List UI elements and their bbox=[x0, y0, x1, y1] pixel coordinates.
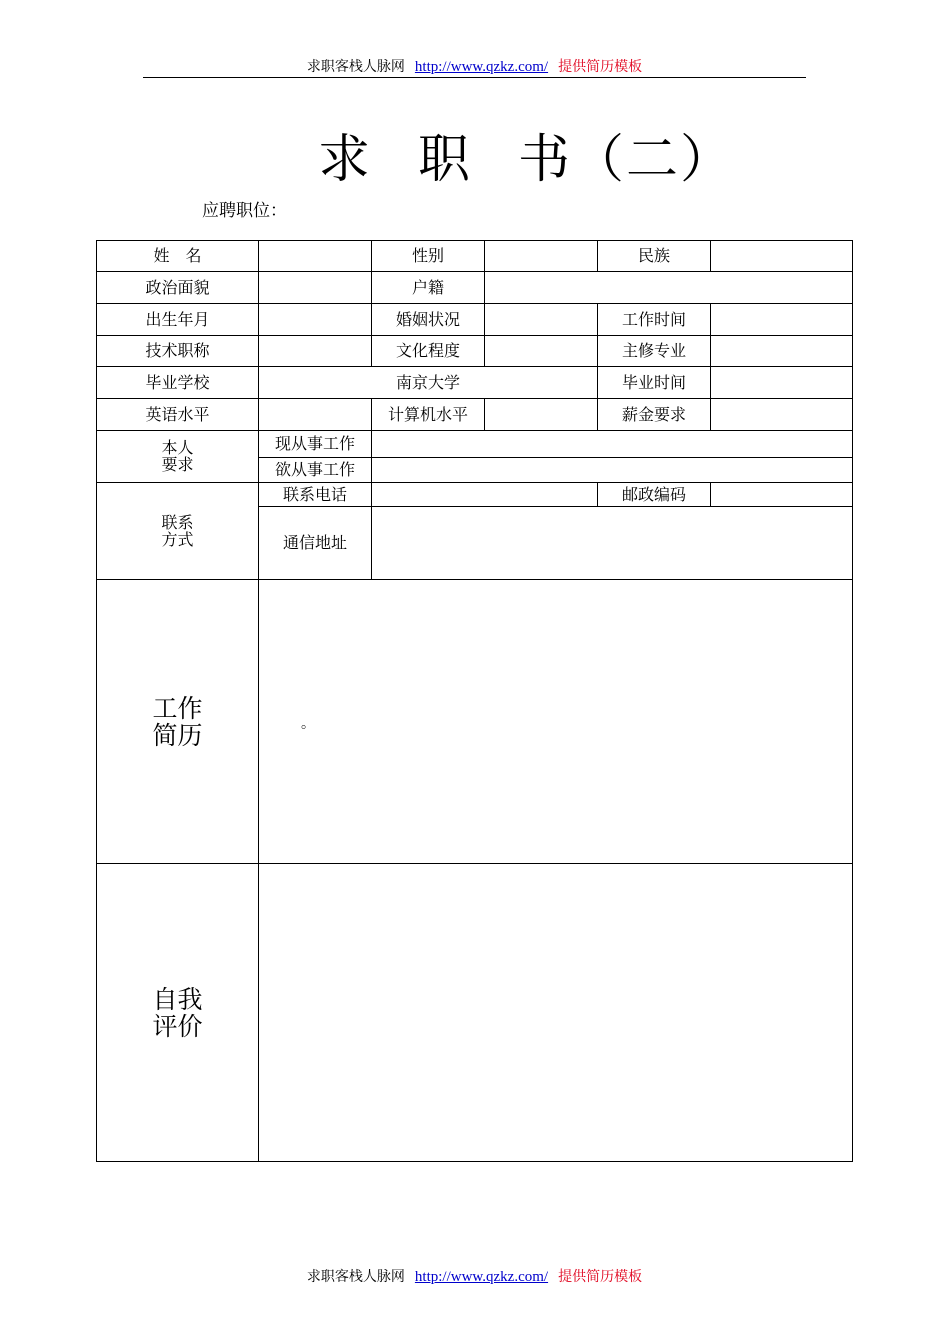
ethnicity-value[interactable] bbox=[711, 241, 853, 272]
footer-site-name: 求职客栈人脉网 bbox=[306, 1269, 405, 1285]
ethnicity-label: 民族 bbox=[598, 241, 711, 272]
title-char-1: 求 bbox=[318, 130, 373, 190]
resume-value[interactable] bbox=[259, 580, 853, 864]
resume-label bbox=[97, 580, 259, 864]
self-eval-label bbox=[97, 864, 259, 1162]
contact-label bbox=[97, 483, 259, 580]
phone-label: 联系电话 bbox=[259, 483, 372, 507]
education-label: 文化程度 bbox=[372, 336, 485, 367]
computer-label: 计算机水平 bbox=[372, 399, 485, 431]
contact-label-line1: 联系 bbox=[161, 512, 194, 532]
major-value[interactable] bbox=[711, 336, 853, 367]
resume-label-line1: 工作 bbox=[152, 693, 203, 723]
site-link[interactable]: http://www.qzkz.com/ bbox=[414, 59, 549, 75]
school-label: 毕业学校 bbox=[97, 367, 259, 399]
salary-value[interactable] bbox=[711, 399, 853, 431]
header-rule bbox=[143, 77, 806, 78]
education-value[interactable] bbox=[485, 336, 598, 367]
salary-label: 薪金要求 bbox=[598, 399, 711, 431]
grad-time-value[interactable] bbox=[711, 367, 853, 399]
hukou-label: 户籍 bbox=[372, 272, 485, 304]
hukou-value[interactable] bbox=[485, 272, 853, 304]
contact-label-line2: 方式 bbox=[161, 529, 194, 549]
self-eval-label-line2: 评价 bbox=[152, 1011, 203, 1041]
self-eval-value[interactable] bbox=[259, 864, 853, 1162]
political-value[interactable] bbox=[259, 272, 372, 304]
current-job-label: 现从事工作 bbox=[259, 431, 372, 458]
self-eval-label-line1: 自我 bbox=[152, 984, 203, 1014]
resume-mark: 。 bbox=[301, 716, 315, 732]
requirements-label-line1: 本人 bbox=[161, 438, 194, 457]
political-label: 政治面貌 bbox=[97, 272, 259, 304]
major-label: 主修专业 bbox=[598, 336, 711, 367]
current-job-value[interactable] bbox=[372, 431, 853, 458]
title-char-3: 书（二） bbox=[518, 130, 735, 190]
title-char-2: 职 bbox=[418, 130, 473, 190]
footer-promo-text: 提供简历模板 bbox=[558, 1269, 643, 1285]
gender-label: 性别 bbox=[372, 241, 485, 272]
site-name: 求职客栈人脉网 bbox=[306, 59, 405, 75]
birth-value[interactable] bbox=[259, 304, 372, 336]
work-time-label: 工作时间 bbox=[598, 304, 711, 336]
grad-time-label: 毕业时间 bbox=[598, 367, 711, 399]
application-form bbox=[96, 240, 853, 1162]
postcode-value[interactable] bbox=[711, 483, 853, 507]
title-label: 技术职称 bbox=[97, 336, 259, 367]
address-value[interactable] bbox=[372, 507, 853, 580]
postcode-label: 邮政编码 bbox=[598, 483, 711, 507]
page-title bbox=[318, 128, 734, 192]
address-label: 通信地址 bbox=[259, 507, 372, 580]
title-value[interactable] bbox=[259, 336, 372, 367]
work-time-value[interactable] bbox=[711, 304, 853, 336]
promo-text: 提供简历模板 bbox=[558, 59, 643, 75]
name-label: 姓 名 bbox=[97, 241, 259, 272]
school-value[interactable]: 南京大学 bbox=[259, 367, 598, 399]
resume-label-line2: 简历 bbox=[152, 720, 203, 750]
requirements-label-line2: 要求 bbox=[161, 455, 194, 474]
marital-label: 婚姻状况 bbox=[372, 304, 485, 336]
desired-job-label: 欲从事工作 bbox=[259, 458, 372, 483]
phone-value[interactable] bbox=[372, 483, 598, 507]
page-header bbox=[143, 58, 806, 76]
position-label: 应聘职位： bbox=[202, 201, 287, 221]
requirements-label bbox=[97, 431, 259, 483]
english-value[interactable] bbox=[259, 399, 372, 431]
computer-value[interactable] bbox=[485, 399, 598, 431]
english-label: 英语水平 bbox=[97, 399, 259, 431]
marital-value[interactable] bbox=[485, 304, 598, 336]
gender-value[interactable] bbox=[485, 241, 598, 272]
page-footer bbox=[143, 1268, 806, 1286]
birth-label: 出生年月 bbox=[97, 304, 259, 336]
footer-site-link[interactable]: http://www.qzkz.com/ bbox=[414, 1269, 549, 1285]
desired-job-value[interactable] bbox=[372, 458, 853, 483]
name-value[interactable] bbox=[259, 241, 372, 272]
